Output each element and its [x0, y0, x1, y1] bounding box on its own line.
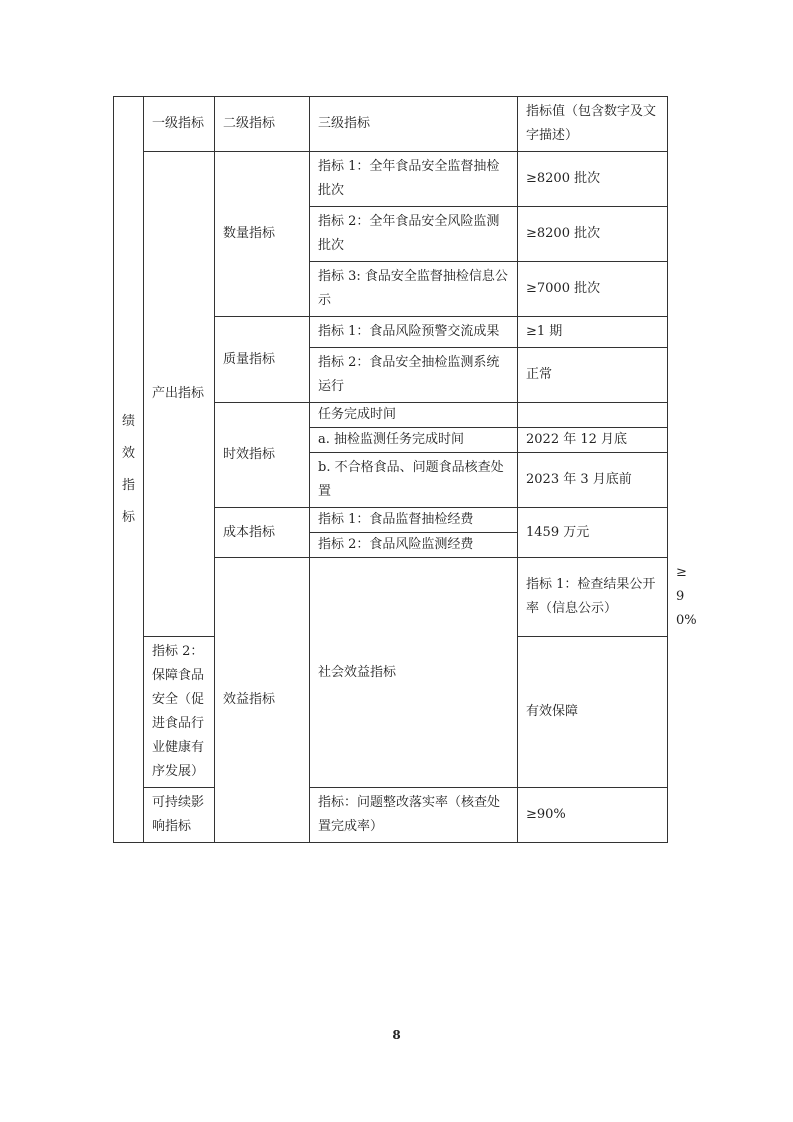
value-cell: ≥90% — [518, 788, 668, 843]
sustainable-label: 可持续影响指标 — [144, 788, 215, 843]
indicator-cell: 指标 2：全年食品安全风险监测批次 — [310, 207, 518, 262]
header-level1: 一级指标 — [144, 97, 215, 152]
value-cell: 正常 — [518, 348, 668, 403]
timeliness-label: 时效指标 — [215, 403, 310, 508]
value-cell: 2023 年 3 月底前 — [518, 453, 668, 508]
indicator-cell: b. 不合格食品、问题食品核查处置 — [310, 453, 518, 508]
social-label: 社会效益指标 — [310, 558, 518, 788]
indicator-cell: 指标 3: 食品安全监督抽检信息公示 — [310, 262, 518, 317]
section-label-cell — [114, 97, 144, 843]
value-cell: ≥7000 批次 — [518, 262, 668, 317]
indicator-cell: 指标 2：食品安全抽检监测系统运行 — [310, 348, 518, 403]
quantity-label: 数量指标 — [215, 152, 310, 317]
table-row: 效益指标 社会效益指标 指标 1：检查结果公开率（信息公示） ≥90% — [114, 558, 668, 637]
value-cell: ≥8200 批次 — [518, 152, 668, 207]
indicator-cell: 指标 2：食品风险监测经费 — [310, 533, 518, 558]
indicator-cell: a. 抽检监测任务完成时间 — [310, 428, 518, 453]
indicator-cell: 任务完成时间 — [310, 403, 518, 428]
header-row — [114, 97, 668, 152]
table-row — [114, 788, 668, 843]
page-number: 8 — [392, 1028, 401, 1042]
quality-label: 质量指标 — [215, 317, 310, 403]
performance-indicator-table — [113, 96, 697, 843]
indicator-cell: 指标 2：保障食品安全（促进食品行业健康有序发展） — [144, 637, 215, 788]
value-cell: 有效保障 — [518, 637, 668, 788]
benefit-label: 效益指标 — [215, 558, 310, 843]
output-label: 产出指标 — [144, 152, 215, 637]
cost-label: 成本指标 — [215, 508, 310, 558]
indicator-cell: 指标 1：食品风险预警交流成果 — [310, 317, 518, 348]
header-value: 指标值（包含数字及文字描述） — [518, 97, 668, 152]
indicator-cell: 指标：问题整改落实率（核查处置完成率） — [310, 788, 518, 843]
table-row — [114, 152, 668, 207]
header-level2: 二级指标 — [215, 97, 310, 152]
value-cell — [518, 403, 668, 428]
header-level3: 三级指标 — [310, 97, 518, 152]
section-label: 绩效指标 — [122, 413, 136, 525]
value-cell: ≥8200 批次 — [518, 207, 668, 262]
value-cell: 2022 年 12 月底 — [518, 428, 668, 453]
value-cell: 1459 万元 — [518, 508, 668, 558]
indicator-cell: 指标 1：食品监督抽检经费 — [310, 508, 518, 533]
indicator-cell: 指标 1：全年食品安全监督抽检批次 — [310, 152, 518, 207]
indicator-cell: 指标 1：检查结果公开率（信息公示） — [518, 558, 668, 637]
value-cell: ≥1 期 — [518, 317, 668, 348]
